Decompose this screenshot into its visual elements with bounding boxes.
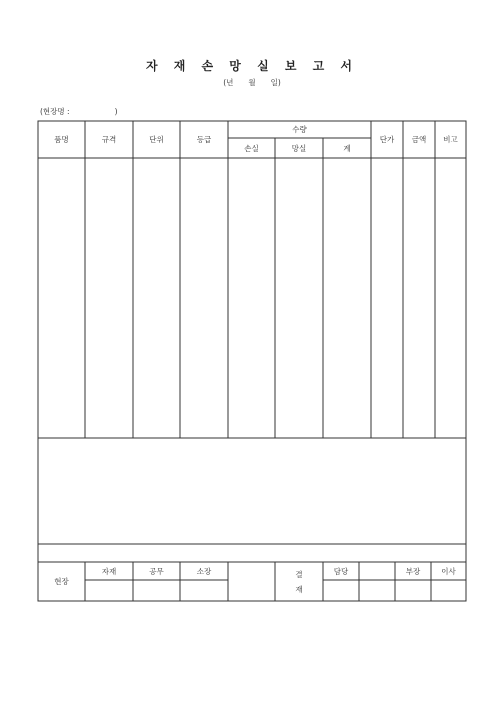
header-missing: 망실 — [291, 144, 307, 153]
approval-label-top: 결 — [295, 570, 303, 579]
approval-dept-head: 부장 — [405, 567, 421, 576]
date-line: (년 월 일) — [223, 78, 281, 87]
header-remarks: 비고 — [443, 135, 458, 144]
document-title: 자 재 손 망 실 보 고 서 — [146, 59, 358, 73]
header-amount: 금액 — [411, 135, 427, 144]
header-grade: 등급 — [196, 135, 212, 144]
site-name-label: (현장명 : ) — [40, 107, 118, 116]
approval-in-charge: 담당 — [333, 567, 349, 576]
signature-works: 공무 — [149, 567, 164, 576]
header-quantity: 수량 — [292, 125, 307, 134]
approval-director: 이사 — [441, 567, 456, 576]
table-border — [38, 121, 466, 601]
header-unit-price: 단가 — [379, 135, 395, 144]
signature-material: 자재 — [101, 567, 117, 576]
header-item: 품명 — [54, 135, 69, 144]
signature-site-manager: 소장 — [196, 567, 212, 576]
approval-label-bottom: 재 — [295, 585, 303, 594]
header-spec: 규격 — [101, 135, 117, 144]
header-total: 계 — [343, 144, 351, 153]
signature-site: 현장 — [54, 577, 69, 586]
header-loss: 손실 — [244, 144, 259, 153]
header-unit: 단위 — [149, 135, 164, 144]
